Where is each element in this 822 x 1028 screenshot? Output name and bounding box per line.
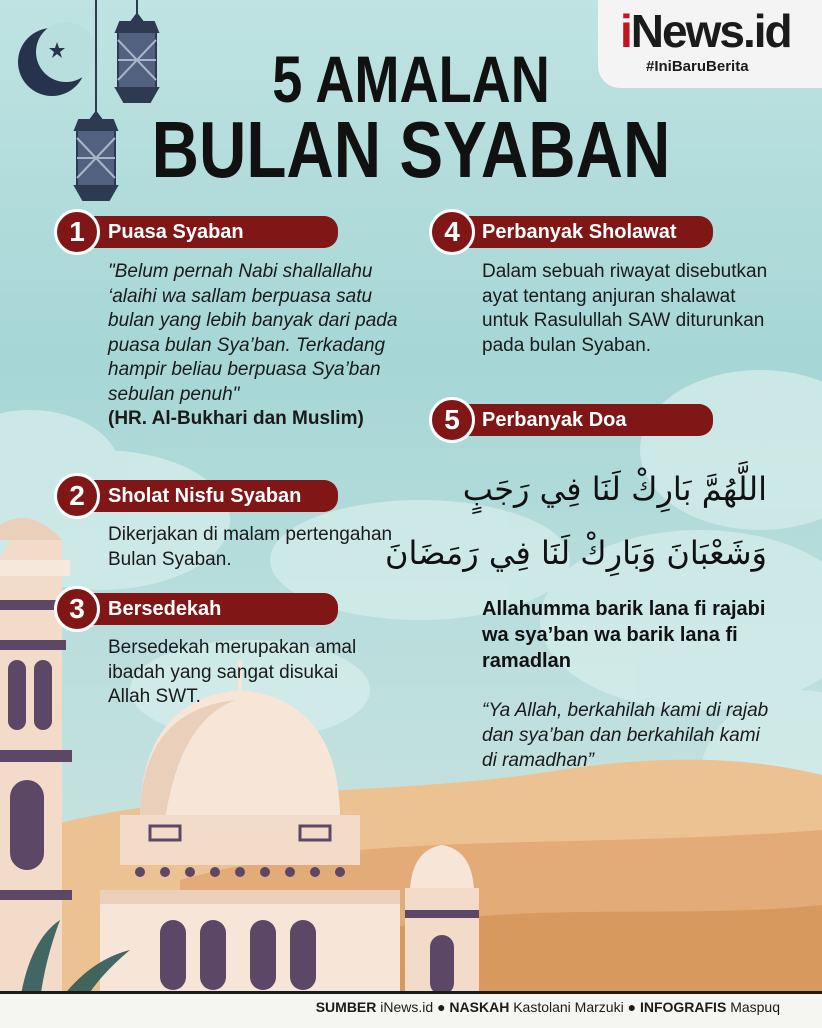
item-5-number: 5 — [429, 397, 475, 443]
item-5-meaning: “Ya Allah, berkahilah kami di rajab dan sya’ban dan berkahilah kami di ramadhan” — [482, 700, 769, 771]
item-2-number: 2 — [54, 473, 100, 519]
item-3-label: Bersedekah — [108, 598, 222, 620]
item-1-label: Puasa Syaban — [108, 221, 244, 243]
brand-hashtag: #IniBaruBerita — [646, 58, 749, 75]
footer-infografis-label: INFOGRAFIS — [639, 999, 727, 1015]
footer-separator-1: ● — [437, 999, 446, 1015]
footer-separator-2: ● — [627, 999, 637, 1015]
item-3-number: 3 — [54, 586, 100, 632]
item-1-body — [108, 260, 408, 432]
title-line-2: BULAN SYABAN — [151, 105, 671, 194]
item-2-label: Sholat Nisfu Syaban — [108, 485, 302, 507]
item-4-body: Dalam sebuah riwayat disebutkan ayat tentang anjuran shalawat untuk Rasulullah SAW diturunkan pada bulan Syaban. — [482, 261, 768, 356]
footer-sumber-label: SUMBER — [315, 999, 377, 1015]
item-5-label: Perbanyak Doa — [482, 409, 627, 431]
item-1-source: (HR. Al-Bukhari dan Muslim) — [108, 408, 364, 429]
item-5-arabic-line-2: وَشَعْبَانَ وَبَارِكْ لَنَا فِي رَمَضَانَ — [385, 534, 767, 572]
title-line-1: 5 AMALAN — [272, 42, 550, 116]
item-4-label: Perbanyak Sholawat — [482, 221, 677, 243]
footer-sumber-value: iNews.id — [380, 999, 434, 1015]
item-5-latin: Allahumma barik lana fi rajabi wa sya’ban wa barik lana fi ramadlan — [482, 598, 766, 672]
footer-infografis-value: Maspuq — [730, 999, 780, 1015]
footer-naskah-value: Kastolani Marzuki — [513, 999, 624, 1015]
item-4-number: 4 — [429, 209, 475, 255]
item-1-number: 1 — [54, 209, 100, 255]
item-2-body: Dikerjakan di malam pertengahan Bulan Syaban. — [108, 524, 393, 570]
footer-naskah-label: NASKAH — [449, 999, 510, 1015]
footer-credits — [316, 999, 780, 1015]
item-3-body: Bersedekah merupakan amal ibadah yang sangat disukai Allah SWT. — [108, 637, 357, 707]
item-5-arabic-line-1: اللَّهُمَّ بَارِكْ لَنَا فِي رَجَبٍ — [462, 470, 767, 508]
item-1-quote: "Belum pernah Nabi shallallahu ‘alaihi wa sallam berpuasa satu bulan yang lebih banyak dari pada puasa bulan Sya’ban. Terkadang hampir beliau berpuasa Sya’ban sebulan penuh" — [108, 261, 398, 405]
footer-divider — [0, 991, 822, 994]
brand-logo: iNews.id — [620, 5, 791, 57]
